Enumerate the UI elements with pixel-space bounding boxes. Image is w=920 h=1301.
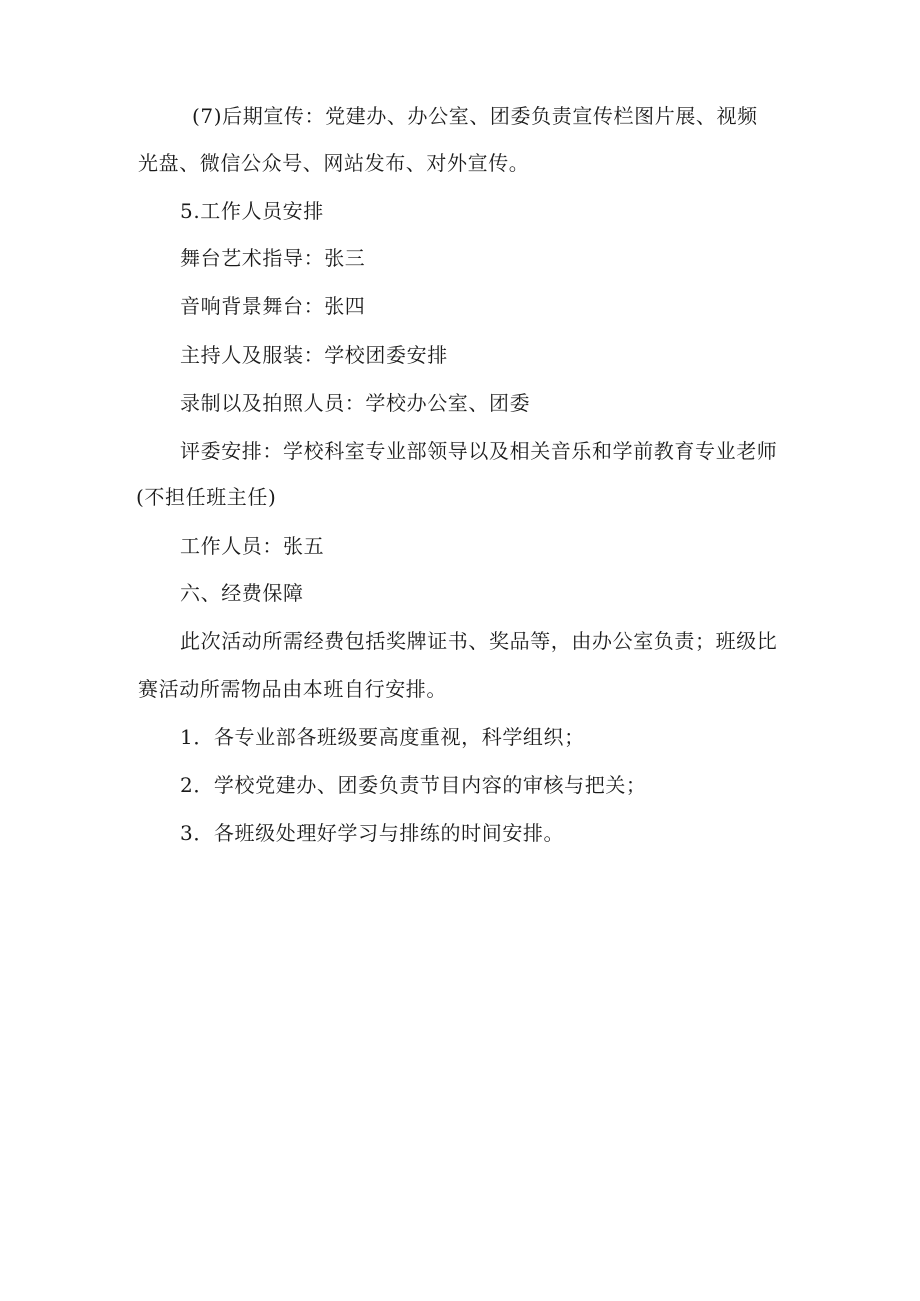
- list-item-3: 3．各班级处理好学习与排练的时间安排。: [180, 821, 565, 845]
- publicity-line-1: (7)后期宣传：党建办、办公室、团委负责宣传栏图片展、视频: [192, 104, 758, 128]
- staff-line: 工作人员：张五: [180, 534, 325, 558]
- funding-line-1: 此次活动所需经费包括奖牌证书、奖品等，由办公室负责；班级比: [180, 629, 778, 653]
- staff-heading: 5.工作人员安排: [180, 199, 324, 223]
- funding-line-2: 赛活动所需物品由本班自行安排。: [138, 677, 447, 701]
- judges-line-2: (不担任班主任): [136, 485, 277, 509]
- sound-stage-line: 音响背景舞台：张四: [180, 294, 366, 318]
- list-item-2: 2．学校党建办、团委负责节目内容的审核与把关；: [180, 773, 647, 797]
- publicity-line-2: 光盘、微信公众号、网站发布、对外宣传。: [138, 151, 530, 175]
- stage-art-line: 舞台艺术指导：张三: [180, 246, 366, 270]
- funding-heading: 六、经费保障: [180, 581, 304, 605]
- recording-line: 录制以及拍照人员：学校办公室、团委: [180, 391, 531, 415]
- judges-line-1: 评委安排：学校科室专业部领导以及相关音乐和学前教育专业老师: [180, 439, 778, 463]
- host-costume-line: 主持人及服装：学校团委安排: [180, 343, 448, 367]
- list-item-1: 1．各专业部各班级要高度重视，科学组织；: [180, 725, 585, 749]
